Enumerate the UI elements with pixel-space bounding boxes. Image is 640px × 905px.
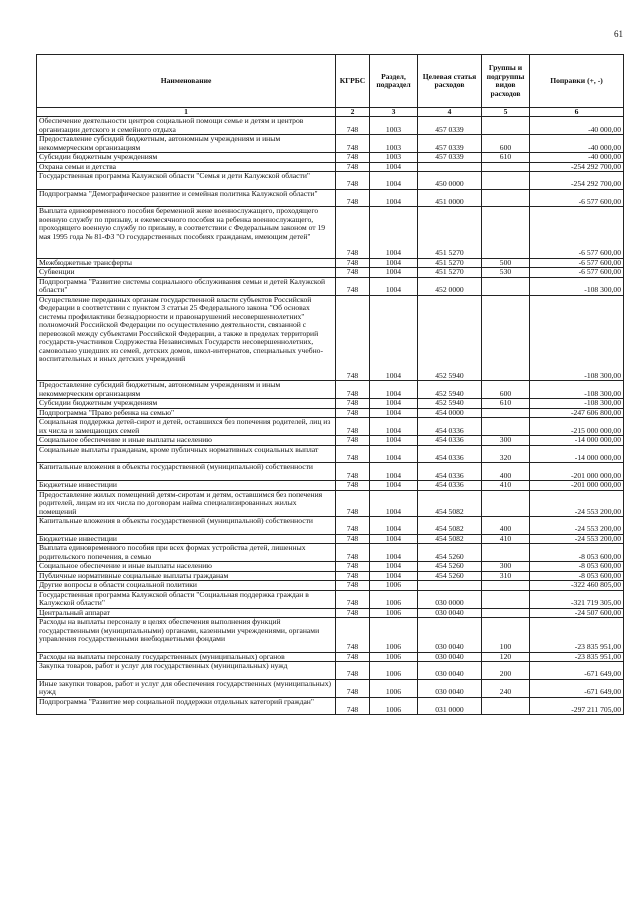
row-amount-cell: -24 507 600,00 (530, 608, 624, 618)
row-section-cell: 1006 (370, 590, 418, 608)
header-amendment: Поправки (+, -) (530, 55, 624, 108)
row-article-cell: 030 0000 (418, 590, 482, 608)
row-name-cell: Закупка товаров, работ и услуг для государственных (муниципальных) нужд (37, 662, 336, 680)
row-section-cell: 1004 (370, 277, 418, 295)
row-kgrbs-cell: 748 (336, 463, 370, 481)
page-number: 61 (614, 29, 623, 39)
table-row (37, 697, 624, 715)
row-amount-cell: -201 000 000,00 (530, 481, 624, 491)
row-amount-cell: -215 000 000,00 (530, 418, 624, 436)
row-group-cell: 600 (482, 135, 530, 153)
table-row (37, 399, 624, 409)
row-article-cell: 030 0040 (418, 662, 482, 680)
row-group-cell: 400 (482, 517, 530, 535)
row-amount-cell: -40 000,00 (530, 153, 624, 163)
table-row (37, 481, 624, 491)
row-article-cell: 454 0336 (418, 463, 482, 481)
row-group-cell (482, 490, 530, 517)
row-article-cell: 454 0336 (418, 481, 482, 491)
row-amount-cell: -23 835 951,00 (530, 618, 624, 653)
row-name-cell: Капитальные вложения в объекты государственной (муниципальной) собственности (37, 517, 336, 535)
row-section-cell: 1006 (370, 581, 418, 591)
row-name-cell: Расходы на выплаты персоналу в целях обеспечения выполнения функций государственными (муниципальными) органами, казенными учреждениями, органами управления государственными внебюджетными фондами (37, 618, 336, 653)
row-kgrbs-cell: 748 (336, 562, 370, 572)
row-article-cell: 451 5270 (418, 207, 482, 259)
row-kgrbs-cell: 748 (336, 162, 370, 172)
row-name-cell: Социальная поддержка детей-сирот и детей, оставшихся без попечения родителей, лиц из их числа и замещающих семей (37, 418, 336, 436)
header-expense-group: Группы и подгруппы видов расходов (482, 55, 530, 108)
row-article-cell: 457 0339 (418, 135, 482, 153)
row-section-cell: 1004 (370, 189, 418, 207)
row-amount-cell: -8 053 600,00 (530, 571, 624, 581)
row-name-cell: Выплата единовременного пособия при всех формах устройства детей, лишенных родительского попечения, в семью (37, 544, 336, 562)
row-section-cell: 1006 (370, 608, 418, 618)
row-amount-cell: -108 300,00 (530, 381, 624, 399)
row-article-cell: 451 5270 (418, 268, 482, 278)
row-name-cell: Публичные нормативные социальные выплаты гражданам (37, 571, 336, 581)
row-section-cell: 1004 (370, 517, 418, 535)
row-amount-cell: -671 649,00 (530, 662, 624, 680)
row-section-cell: 1004 (370, 207, 418, 259)
row-kgrbs-cell: 748 (336, 534, 370, 544)
row-group-cell: 200 (482, 662, 530, 680)
table-row (37, 258, 624, 268)
row-kgrbs-cell: 748 (336, 399, 370, 409)
row-group-cell (482, 207, 530, 259)
row-article-cell: 454 5082 (418, 517, 482, 535)
row-article-cell (418, 162, 482, 172)
row-article-cell: 454 5260 (418, 544, 482, 562)
row-group-cell: 400 (482, 463, 530, 481)
row-name-cell: Субсидии бюджетным учреждениям (37, 399, 336, 409)
row-name-cell: Социальное обеспечение и иные выплаты населению (37, 562, 336, 572)
row-section-cell: 1004 (370, 544, 418, 562)
row-group-cell: 310 (482, 571, 530, 581)
row-group-cell (482, 418, 530, 436)
row-amount-cell: -6 577 600,00 (530, 268, 624, 278)
row-kgrbs-cell: 748 (336, 481, 370, 491)
row-article-cell: 452 5940 (418, 381, 482, 399)
row-group-cell (482, 697, 530, 715)
row-section-cell: 1004 (370, 562, 418, 572)
row-section-cell: 1006 (370, 662, 418, 680)
row-article-cell: 454 0336 (418, 445, 482, 463)
table-row (37, 418, 624, 436)
row-group-cell (482, 544, 530, 562)
row-name-cell: Подпрограмма "Развитие мер социальной поддержки отдельных категорий граждан" (37, 697, 336, 715)
row-section-cell: 1006 (370, 679, 418, 697)
row-amount-cell: -24 553 200,00 (530, 517, 624, 535)
row-article-cell: 457 0339 (418, 153, 482, 163)
row-group-cell: 600 (482, 381, 530, 399)
row-kgrbs-cell: 748 (336, 517, 370, 535)
row-kgrbs-cell: 748 (336, 189, 370, 207)
row-group-cell: 120 (482, 652, 530, 662)
table-row (37, 135, 624, 153)
column-number: 2 (336, 108, 370, 117)
row-amount-cell: -14 000 000,00 (530, 445, 624, 463)
row-kgrbs-cell: 748 (336, 135, 370, 153)
row-kgrbs-cell: 748 (336, 544, 370, 562)
row-kgrbs-cell: 748 (336, 408, 370, 418)
row-group-cell (482, 162, 530, 172)
row-group-cell (482, 117, 530, 135)
column-number: 3 (370, 108, 418, 117)
row-group-cell: 410 (482, 534, 530, 544)
column-number: 4 (418, 108, 482, 117)
row-article-cell: 030 0040 (418, 652, 482, 662)
row-amount-cell: -254 292 700,00 (530, 172, 624, 190)
row-group-cell: 240 (482, 679, 530, 697)
row-amount-cell: -108 300,00 (530, 277, 624, 295)
row-kgrbs-cell: 748 (336, 207, 370, 259)
row-name-cell: Подпрограмма "Развитие системы социального обслуживания семьи и детей Калужской области" (37, 277, 336, 295)
table-row (37, 517, 624, 535)
table-row (37, 679, 624, 697)
column-number: 1 (37, 108, 336, 117)
table-row (37, 172, 624, 190)
row-kgrbs-cell: 748 (336, 608, 370, 618)
row-group-cell (482, 172, 530, 190)
row-kgrbs-cell: 748 (336, 172, 370, 190)
row-section-cell: 1004 (370, 162, 418, 172)
row-kgrbs-cell: 748 (336, 697, 370, 715)
header-name: Наименование (37, 55, 336, 108)
row-amount-cell: -6 577 600,00 (530, 258, 624, 268)
row-amount-cell: -24 553 200,00 (530, 534, 624, 544)
row-group-cell: 530 (482, 268, 530, 278)
row-kgrbs-cell: 748 (336, 117, 370, 135)
row-name-cell: Расходы на выплаты персоналу государственных (муниципальных) органов (37, 652, 336, 662)
table-row (37, 618, 624, 653)
row-article-cell: 450 0000 (418, 172, 482, 190)
row-group-cell: 610 (482, 399, 530, 409)
row-section-cell: 1004 (370, 381, 418, 399)
table-row (37, 153, 624, 163)
row-section-cell: 1004 (370, 268, 418, 278)
row-section-cell: 1004 (370, 295, 418, 381)
row-amount-cell: -6 577 600,00 (530, 189, 624, 207)
row-article-cell (418, 581, 482, 591)
row-article-cell: 457 0339 (418, 117, 482, 135)
row-article-cell: 454 0336 (418, 418, 482, 436)
row-name-cell: Межбюджетные трансферты (37, 258, 336, 268)
row-name-cell: Другие вопросы в области социальной политики (37, 581, 336, 591)
row-article-cell: 452 5940 (418, 295, 482, 381)
table-row (37, 295, 624, 381)
row-name-cell: Предоставление жилых помещений детям-сиротам и детям, оставшимся без попечения родителей, лицам из их числа по договорам найма специализированных жилых помещений (37, 490, 336, 517)
row-section-cell: 1003 (370, 117, 418, 135)
row-group-cell (482, 277, 530, 295)
row-name-cell: Предоставление субсидий бюджетным, автономным учреждениям и иным некоммерческим организациям (37, 381, 336, 399)
row-amount-cell: -24 553 200,00 (530, 490, 624, 517)
row-section-cell: 1004 (370, 463, 418, 481)
row-article-cell: 454 0336 (418, 436, 482, 446)
row-name-cell: Субвенции (37, 268, 336, 278)
row-section-cell: 1004 (370, 418, 418, 436)
row-section-cell: 1004 (370, 481, 418, 491)
row-section-cell: 1004 (370, 399, 418, 409)
row-amount-cell: -671 649,00 (530, 679, 624, 697)
table-header-row (37, 55, 624, 108)
table-row (37, 268, 624, 278)
row-kgrbs-cell: 748 (336, 618, 370, 653)
table-row (37, 207, 624, 259)
row-name-cell: Государственная программа Калужской области "Социальная поддержка граждан в Калужской области" (37, 590, 336, 608)
row-kgrbs-cell: 748 (336, 277, 370, 295)
row-group-cell (482, 590, 530, 608)
row-group-cell (482, 408, 530, 418)
row-section-cell: 1006 (370, 697, 418, 715)
row-article-cell: 452 5940 (418, 399, 482, 409)
table-row (37, 490, 624, 517)
row-article-cell: 454 0000 (418, 408, 482, 418)
table-row (37, 117, 624, 135)
row-group-cell (482, 189, 530, 207)
row-article-cell: 030 0040 (418, 618, 482, 653)
row-kgrbs-cell: 748 (336, 490, 370, 517)
row-article-cell: 031 0000 (418, 697, 482, 715)
row-name-cell: Социальные выплаты гражданам, кроме публичных нормативных социальных выплат (37, 445, 336, 463)
row-kgrbs-cell: 748 (336, 295, 370, 381)
row-amount-cell: -40 000,00 (530, 117, 624, 135)
row-group-cell (482, 581, 530, 591)
row-section-cell: 1006 (370, 652, 418, 662)
table-row (37, 662, 624, 680)
table-row (37, 463, 624, 481)
row-amount-cell: -247 606 800,00 (530, 408, 624, 418)
row-kgrbs-cell: 748 (336, 445, 370, 463)
row-section-cell: 1004 (370, 571, 418, 581)
row-section-cell: 1004 (370, 408, 418, 418)
row-kgrbs-cell: 748 (336, 590, 370, 608)
row-name-cell: Предоставление субсидий бюджетным, автономным учреждениям и иным некоммерческим организациям (37, 135, 336, 153)
row-amount-cell: -322 460 805,00 (530, 581, 624, 591)
row-name-cell: Капитальные вложения в объекты государственной (муниципальной) собственности (37, 463, 336, 481)
header-section: Раздел, подраздел (370, 55, 418, 108)
row-article-cell: 454 5082 (418, 490, 482, 517)
row-group-cell: 320 (482, 445, 530, 463)
row-section-cell: 1003 (370, 135, 418, 153)
column-number: 6 (530, 108, 624, 117)
table-row (37, 381, 624, 399)
table-row (37, 590, 624, 608)
row-amount-cell: -297 211 705,00 (530, 697, 624, 715)
row-section-cell: 1004 (370, 445, 418, 463)
table-row (37, 436, 624, 446)
row-kgrbs-cell: 748 (336, 679, 370, 697)
row-amount-cell: -23 835 951,00 (530, 652, 624, 662)
row-article-cell: 454 5260 (418, 571, 482, 581)
row-name-cell: Государственная программа Калужской области "Семья и дети Калужской области" (37, 172, 336, 190)
row-section-cell: 1003 (370, 153, 418, 163)
table-row (37, 562, 624, 572)
row-name-cell: Бюджетные инвестиции (37, 534, 336, 544)
row-name-cell: Субсидии бюджетным учреждениям (37, 153, 336, 163)
row-name-cell: Подпрограмма "Право ребенка на семью" (37, 408, 336, 418)
row-name-cell: Выплата единовременного пособия беременной жене военнослужащего, проходящего военную службу по призыву, и ежемесячного пособия на ребенка военнослужащего, проходящего военную службу по призыву, в соответствии с Федеральным законом от 19 мая 1995 года № 81-ФЗ "О государственных пособиях гражданам, имеющим детей" (37, 207, 336, 259)
row-amount-cell: -254 292 700,00 (530, 162, 624, 172)
row-section-cell: 1004 (370, 490, 418, 517)
row-amount-cell: -40 000,00 (530, 135, 624, 153)
row-name-cell: Подпрограмма "Демографическое развитие и семейная политика Калужской области" (37, 189, 336, 207)
row-article-cell: 451 0000 (418, 189, 482, 207)
row-section-cell: 1004 (370, 436, 418, 446)
row-section-cell: 1006 (370, 618, 418, 653)
row-amount-cell: -108 300,00 (530, 295, 624, 381)
row-group-cell: 100 (482, 618, 530, 653)
row-section-cell: 1004 (370, 258, 418, 268)
row-kgrbs-cell: 748 (336, 662, 370, 680)
row-name-cell: Осуществление переданных органам государственной власти субъектов Российской Федерации в соответствии с пунктом 3 статьи 25 Федерального закона "Об основах системы профилактики безнадзорности и правонарушений несовершеннолетних" полномочий Российской Федерации по осуществлению деятельности, связанной с перевозкой между субъектами Российской Федерации, а также в пределах территорий государств-участников Содружества Независимых Государств несовершеннолетних, самовольно ушедших из семей, детских домов, школ-интернатов, специальных учебно-воспитательных и иных детских учреждений (37, 295, 336, 381)
row-name-cell: Бюджетные инвестиции (37, 481, 336, 491)
row-kgrbs-cell: 748 (336, 571, 370, 581)
table-row (37, 277, 624, 295)
row-group-cell: 500 (482, 258, 530, 268)
row-group-cell: 300 (482, 436, 530, 446)
row-kgrbs-cell: 748 (336, 652, 370, 662)
row-group-cell (482, 295, 530, 381)
row-kgrbs-cell: 748 (336, 258, 370, 268)
row-name-cell: Центральный аппарат (37, 608, 336, 618)
header-target-article: Целевая статья расходов (418, 55, 482, 108)
row-amount-cell: -14 000 000,00 (530, 436, 624, 446)
row-group-cell: 610 (482, 153, 530, 163)
table-row (37, 544, 624, 562)
header-kgrbs: КГРБС (336, 55, 370, 108)
row-article-cell: 030 0040 (418, 608, 482, 618)
row-kgrbs-cell: 748 (336, 268, 370, 278)
table-row (37, 445, 624, 463)
row-section-cell: 1004 (370, 172, 418, 190)
row-article-cell: 452 0000 (418, 277, 482, 295)
row-amount-cell: -8 053 600,00 (530, 544, 624, 562)
table-row (37, 581, 624, 591)
row-kgrbs-cell: 748 (336, 418, 370, 436)
row-amount-cell: -8 053 600,00 (530, 562, 624, 572)
row-article-cell: 454 5082 (418, 534, 482, 544)
row-name-cell: Социальное обеспечение и иные выплаты населению (37, 436, 336, 446)
row-kgrbs-cell: 748 (336, 581, 370, 591)
row-article-cell: 030 0040 (418, 679, 482, 697)
row-name-cell: Иные закупки товаров, работ и услуг для обеспечения государственных (муниципальных) нужд (37, 679, 336, 697)
row-amount-cell: -108 300,00 (530, 399, 624, 409)
row-kgrbs-cell: 748 (336, 381, 370, 399)
row-group-cell (482, 608, 530, 618)
row-group-cell: 410 (482, 481, 530, 491)
table-row (37, 189, 624, 207)
row-name-cell: Обеспечение деятельности центров социальной помощи семье и детям и центров организации детского и семейного отдыха (37, 117, 336, 135)
row-amount-cell: -201 000 000,00 (530, 463, 624, 481)
row-section-cell: 1004 (370, 534, 418, 544)
row-kgrbs-cell: 748 (336, 436, 370, 446)
row-amount-cell: -6 577 600,00 (530, 207, 624, 259)
budget-amendments-table (36, 54, 624, 715)
row-amount-cell: -321 719 305,00 (530, 590, 624, 608)
column-number: 5 (482, 108, 530, 117)
row-kgrbs-cell: 748 (336, 153, 370, 163)
row-article-cell: 451 5270 (418, 258, 482, 268)
row-group-cell: 300 (482, 562, 530, 572)
row-name-cell: Охрана семьи и детства (37, 162, 336, 172)
row-article-cell: 454 5260 (418, 562, 482, 572)
